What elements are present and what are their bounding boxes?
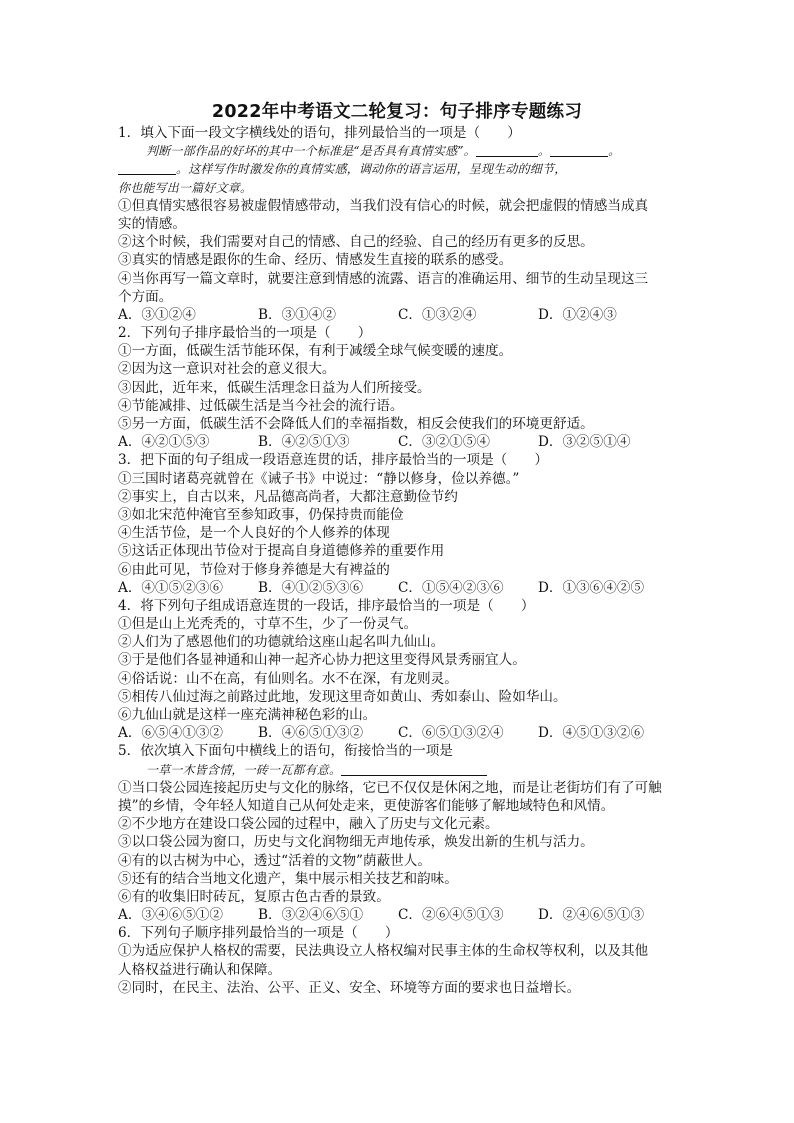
question-6 xyxy=(118,924,678,997)
question-1 xyxy=(118,124,678,324)
sentence: 个方面。 xyxy=(118,288,173,305)
sentence: ①当口袋公园连接起历史与文化的脉络，它已不仅仅是休闲之地，而是让老街坊们有了可触 xyxy=(118,779,662,796)
answer-options xyxy=(118,724,678,742)
sentence: ③于是他们各显神通和山神一起齐心协力把这里变得风景秀丽宜人。 xyxy=(118,652,526,669)
answer-blank xyxy=(341,763,487,776)
question-stem: 1．填入下面一段文字横线处的语句，排列最恰当的一项是（ ） xyxy=(118,125,521,141)
sentence: ③因此，近年来，低碳生活理念日益为人们所接受。 xyxy=(118,379,431,396)
passage-text: 。这样写作时激发你的真情实感，调动你的语言运用，呈现生动的细节， xyxy=(176,162,567,177)
option-c[interactable]: C．①③②④ xyxy=(398,306,477,323)
option-d[interactable]: D．①③⑥④②⑤ xyxy=(538,579,645,596)
question-stem: 6．下列句子顺序排列最恰当的一项是（ ） xyxy=(118,925,399,942)
sentence: ⑤相传八仙过海之前路过此地，发现这里奇如黄山、秀如泰山、险如华山。 xyxy=(118,688,567,705)
sentence: ④生活节俭，是一个人良好的个人修养的体现 xyxy=(118,525,390,542)
sentence: ⑤另一方面，低碳生活不会降低人们的幸福指数，相反会使我们的环境更舒适。 xyxy=(118,416,594,432)
option-d[interactable]: D．①②④③ xyxy=(538,306,617,323)
sentence: ⑥由此可见，节俭对于修身养德是大有裨益的 xyxy=(118,561,390,578)
option-b[interactable]: B．③②④⑥⑤① xyxy=(258,907,364,924)
sentence: ②事实上，自古以来，凡品德高尚者，大都注意勤俭节约 xyxy=(118,488,458,505)
option-d[interactable]: D．②④⑥⑤①③ xyxy=(538,907,645,924)
sentence: ①为适应保护人格权的需要，民法典设立人格权编对民事主体的生命权等权利，以及其他 xyxy=(118,943,649,960)
question-stem: 3．把下面的句子组成一段语意连贯的话，排序最恰当的一项是（ ） xyxy=(118,452,549,469)
option-c[interactable]: C．③②①⑤④ xyxy=(398,434,490,451)
sentence: ③如北宋范仲淹官至参知政事，仍保持贵而能俭 xyxy=(118,506,404,523)
question-stem: 4．将下列句子组成语意连贯的一段话，排序最恰当的一项是（ ） xyxy=(118,597,535,614)
option-b[interactable]: B．④⑥⑤①③② xyxy=(258,725,364,742)
sentence: 摸”的乡情，令年轻人知道自己从何处走来，更使游客们能够了解地域特色和风情。 xyxy=(118,797,615,814)
question-2 xyxy=(118,324,678,451)
answer-options xyxy=(118,306,678,324)
question-stem: 2．下列句子排序最恰当的一项是（ ） xyxy=(118,325,372,342)
option-a[interactable]: A．⑥⑤④①③② xyxy=(118,725,223,742)
answer-blank xyxy=(476,144,538,157)
passage-line: 你也能写出一篇好文章。 xyxy=(118,180,253,195)
answer-options xyxy=(118,906,678,924)
answer-options xyxy=(118,433,678,451)
sentence: ④有的以古树为中心，透过“活着的文物”荫蔽世人。 xyxy=(118,852,431,869)
option-c[interactable]: C．②⑥④⑤①③ xyxy=(398,907,504,924)
option-c[interactable]: C．①⑤④②③⑥ xyxy=(398,579,504,596)
sentence: ①三国时诸葛亮就曾在《诫子书》中说过：“静以修身，俭以养德。” xyxy=(118,470,520,487)
question-stem: 5．依次填入下面句中横线上的语句，衔接恰当的一项是 xyxy=(118,743,453,760)
sentence: ③真实的情感是跟你的生命、经历、情感发生直接的联系的感受。 xyxy=(118,252,513,269)
option-a[interactable]: A．④②①⑤③ xyxy=(118,434,210,451)
passage-line xyxy=(118,142,678,160)
passage-separator: 。 xyxy=(537,144,551,159)
option-b[interactable]: B．④①②⑤③⑥ xyxy=(258,579,364,596)
question-4 xyxy=(118,597,678,743)
passage-line xyxy=(118,160,678,178)
sentence: ④节能减排、过低碳生活是当今社会的流行语。 xyxy=(118,397,404,414)
sentence: ⑤这话正体现出节俭对于提高自身道德修养的重要作用 xyxy=(118,543,445,560)
sentence: ①但真情实感很容易被虚假情感带动，当我们没有信心的时候，就会把虚假的情感当成真 xyxy=(118,197,649,214)
sentence: ②因为这一意识对社会的意义很大。 xyxy=(118,361,336,378)
option-b[interactable]: B．③①④② xyxy=(258,306,336,323)
sentence: 实的情感。 xyxy=(118,215,186,232)
answer-blank xyxy=(118,162,176,175)
sentence: ②同时，在民主、法治、公平、正义、安全、环境等方面的要求也日益增长。 xyxy=(118,979,581,996)
sentence: ④当你再写一篇文章时，就要注意到情感的流露、语言的准确运用、细节的生动呈现这三 xyxy=(118,270,649,287)
passage-line xyxy=(118,761,678,779)
answer-blank xyxy=(550,144,608,157)
sentence: ⑤还有的结合当地文化遗产，集中展示相关技艺和韵味。 xyxy=(118,870,458,887)
option-a[interactable]: A．④①⑤②③⑥ xyxy=(118,579,223,596)
question-5 xyxy=(118,742,678,924)
sentence: ①但是山上光秃秃的，寸草不生，少了一份灵气。 xyxy=(118,616,418,633)
sentence: ②这个时候，我们需要对自己的情感、自己的经验、自己的经历有更多的反思。 xyxy=(118,234,594,251)
passage-separator: 。 xyxy=(608,144,621,159)
sentence: ①一方面，低碳生活节能环保，有利于减缓全球气候变暖的速度。 xyxy=(118,343,513,360)
sentence: ②不少地方在建设口袋公园的过程中，融入了历史与文化元素。 xyxy=(118,816,499,833)
sentence: ⑥有的收集旧时砖瓦，复原古色古香的景致。 xyxy=(118,888,390,905)
option-d[interactable]: D．④⑤①③②⑥ xyxy=(538,725,645,742)
option-a[interactable]: A．③①②④ xyxy=(118,306,196,323)
page-title: 2022年中考语文二轮复习：句子排序专题练习 xyxy=(211,102,583,122)
answer-options xyxy=(118,579,678,597)
option-d[interactable]: D．③②⑤①④ xyxy=(538,434,631,451)
passage-text: 一草一木皆含情，一砖一瓦都有意。 xyxy=(146,762,342,777)
passage-text: 判断一部作品的好坏的其中一个标准是“是否具有真情实感”。 xyxy=(146,144,476,159)
sentence: ③以口袋公园为窗口，历史与文化润物细无声地传承，焕发出新的生机与活力。 xyxy=(118,834,594,851)
sentence: ⑥九仙山就是这样一座充满神秘色彩的山。 xyxy=(118,707,377,723)
sentence: ④俗话说：山不在高，有仙则名。水不在深，有龙则灵。 xyxy=(118,670,458,687)
question-list xyxy=(118,124,678,997)
sentence: 人格权益进行确认和保障。 xyxy=(118,961,282,978)
option-b[interactable]: B．④②⑤①③ xyxy=(258,434,350,451)
option-a[interactable]: A．③④⑥⑤①② xyxy=(118,907,223,924)
sentence: ②人们为了感恩他们的功德就给这座山起名叫九仙山。 xyxy=(118,634,445,651)
option-c[interactable]: C．⑥⑤①③②④ xyxy=(398,725,504,742)
question-3 xyxy=(118,451,678,597)
